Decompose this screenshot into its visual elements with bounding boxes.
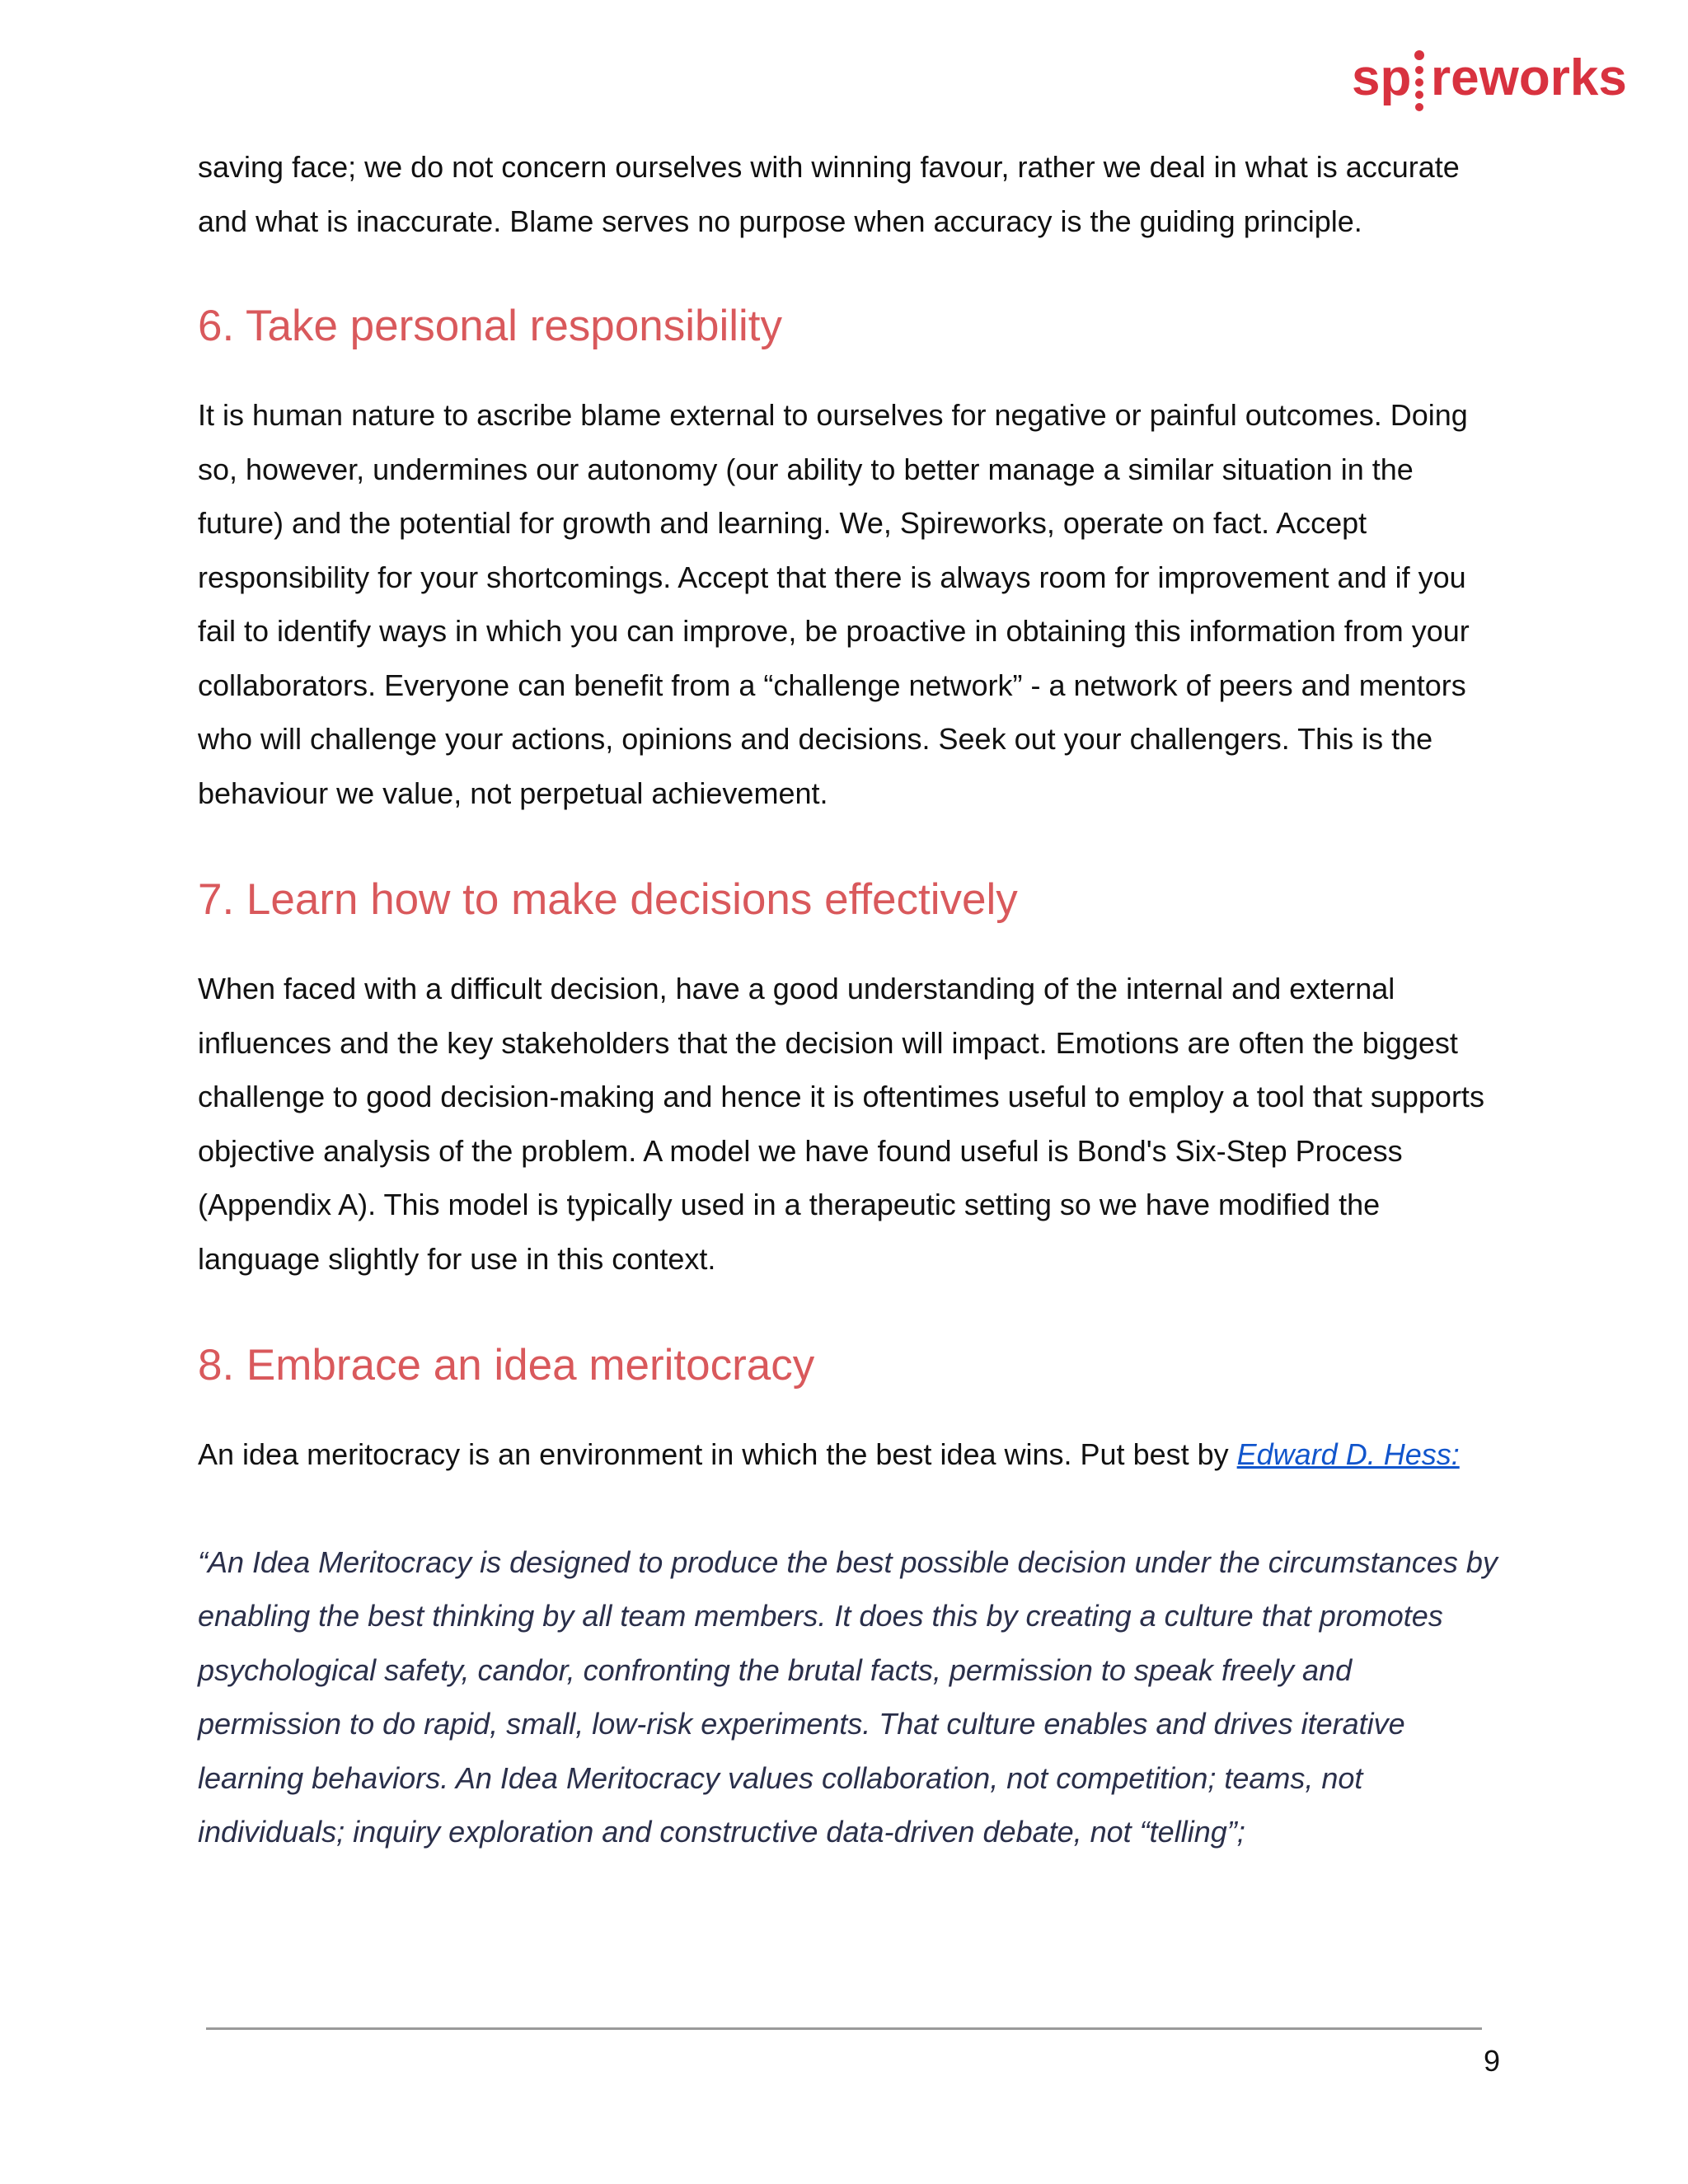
spireworks-logo [1352, 40, 1648, 122]
footer-divider [206, 2027, 1482, 2030]
section-8-paragraph [198, 1427, 1500, 1482]
intro-paragraph: saving face; we do not concern ourselves with winning favour, rather we deal in what is accurate and what is inaccurate. Blame serves no purpose when accuracy is the guiding principle. [198, 150, 1460, 238]
page-number: 9 [1483, 2044, 1500, 2078]
section-6-paragraph: It is human nature to ascribe blame external to ourselves for negative or painful outcomes. Doing so, however, undermines our autonomy (our ability to better manage a similar situation in the future) and the potential for growth and learning. We, Spireworks, operate on fact. Accept responsibility for your shortcomings. Accept that there is always room for improvement and if you fail to identify ways in which you can improve, be proactive in obtaining this information from your collaborators. Everyone can benefit from a “challenge network” - a network of peers and mentors who will challenge your actions, opinions and decisions. Seek out your challengers. This is the behaviour we value, not perpetual achievement. [198, 398, 1470, 810]
section-6-heading: 6. Take personal responsibility [198, 302, 783, 350]
document-body [198, 140, 1500, 1859]
edward-hess-link[interactable]: Edward D. Hess: [1236, 1437, 1460, 1471]
section-8-text: An idea meritocracy is an environment in which the best idea wins. Put best by [198, 1437, 1237, 1471]
svg-text:sp: sp [1352, 49, 1412, 106]
section-8-heading: 8. Embrace an idea meritocracy [198, 1341, 815, 1390]
spireworks-logo-graphic [1352, 44, 1632, 118]
section-7-paragraph: When faced with a difficult decision, have a good understanding of the internal and external influences and the key stakeholders that the decision will impact. Emotions are often the biggest challenge to good decision-making and hence it is oftentimes useful to employ a tool that supports objective analysis of the problem. A model we have found useful is Bond's Six-Step Process (Appendix A). This model is typically used in a therapeutic setting so we have modified the language slightly for use in this context. [198, 972, 1484, 1276]
hess-quote: “An Idea Meritocracy is designed to produce the best possible decision under the circumstances by enabling the best thinking by all team members. It does this by creating a culture that promotes psychological safety, candor, confronting the brutal facts, permission to speak freely and permission to do rapid, small, low-risk experiments. That culture enables and drives iterative learning behaviors. An Idea Meritocracy values collaboration, not competition; teams, not individuals; inquiry exploration and constructive data-driven debate, not “telling”; [198, 1544, 1498, 1849]
svg-text:reworks: reworks [1431, 49, 1627, 106]
section-7-heading: 7. Learn how to make decisions effectively [198, 875, 1018, 924]
